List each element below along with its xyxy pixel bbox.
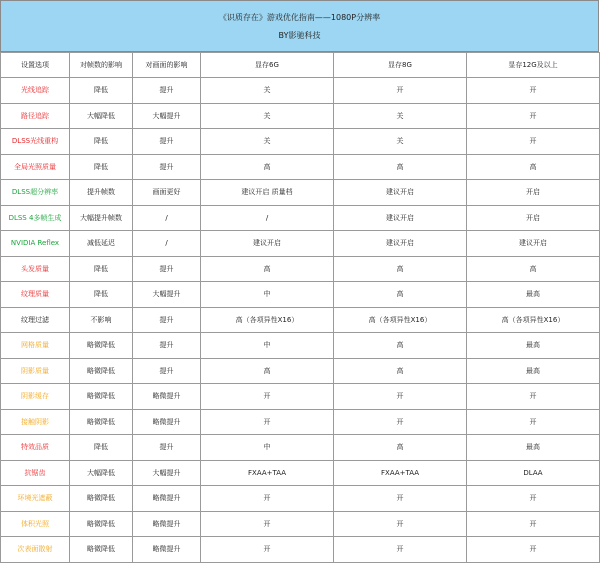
vram-6g-cell: 开 (201, 537, 334, 563)
setting-name-cell: 体积光照 (1, 511, 70, 537)
table-row (1, 103, 600, 129)
setting-name-cell: 接触阴影 (1, 409, 70, 435)
fps-impact-cell: 略微降低 (70, 409, 133, 435)
setting-name-cell: 阴影质量 (1, 358, 70, 384)
vram-12g-cell: 最高 (467, 282, 600, 308)
setting-name-cell: 阴影缓存 (1, 384, 70, 410)
vram-6g-cell: 关 (201, 129, 334, 155)
table-row (1, 409, 600, 435)
vram-6g-cell: 关 (201, 78, 334, 104)
table-row (1, 180, 600, 206)
setting-name-cell: DLSS 4多帧生成 (1, 205, 70, 231)
setting-name-cell: 网格质量 (1, 333, 70, 359)
vram-8g-cell: 建议开启 (334, 205, 467, 231)
table-row (1, 307, 600, 333)
visual-impact-cell: 提升 (133, 154, 201, 180)
vram-12g-cell: 高 (467, 154, 600, 180)
visual-impact-cell: 略微提升 (133, 384, 201, 410)
vram-6g-cell: 建议开启 质量档 (201, 180, 334, 206)
vram-8g-cell: 高 (334, 435, 467, 461)
visual-impact-cell: 大幅提升 (133, 103, 201, 129)
vram-8g-cell: 开 (334, 486, 467, 512)
fps-impact-cell: 降低 (70, 129, 133, 155)
fps-impact-cell: 提升帧数 (70, 180, 133, 206)
vram-8g-cell: 高 (334, 154, 467, 180)
fps-impact-cell: 降低 (70, 282, 133, 308)
setting-name-cell: 环境光遮蔽 (1, 486, 70, 512)
vram-12g-cell: 开 (467, 78, 600, 104)
vram-8g-cell: 高 (334, 282, 467, 308)
vram-6g-cell: 中 (201, 435, 334, 461)
vram-8g-cell: 高（各项异性X16） (334, 307, 467, 333)
vram-8g-cell: 关 (334, 129, 467, 155)
vram-6g-cell: FXAA+TAA (201, 460, 334, 486)
vram-12g-cell: DLAA (467, 460, 600, 486)
fps-impact-cell: 降低 (70, 256, 133, 282)
vram-6g-cell: 建议开启 (201, 231, 334, 257)
visual-impact-cell: 略微提升 (133, 537, 201, 563)
vram-6g-cell: 高（各项异性X16） (201, 307, 334, 333)
setting-name-cell: 抗锯齿 (1, 460, 70, 486)
vram-12g-cell: 最高 (467, 358, 600, 384)
page-title: 《识质存在》游戏优化指南——1080P分辨率 (218, 13, 381, 22)
header-visual-impact: 对画面的影响 (133, 53, 201, 78)
table-body (1, 78, 600, 563)
setting-name-cell: 路径追踪 (1, 103, 70, 129)
vram-8g-cell: 关 (334, 103, 467, 129)
vram-12g-cell: 高（各项异性X16） (467, 307, 600, 333)
visual-impact-cell: / (133, 231, 201, 257)
setting-name-cell: 特效品质 (1, 435, 70, 461)
fps-impact-cell: 略微降低 (70, 486, 133, 512)
header-vram-6g: 显存6G (201, 53, 334, 78)
fps-impact-cell: 降低 (70, 435, 133, 461)
vram-8g-cell: 建议开启 (334, 231, 467, 257)
vram-12g-cell: 建议开启 (467, 231, 600, 257)
table-row (1, 129, 600, 155)
fps-impact-cell: 减低延迟 (70, 231, 133, 257)
vram-12g-cell: 开 (467, 537, 600, 563)
vram-6g-cell: 中 (201, 282, 334, 308)
vram-12g-cell: 最高 (467, 333, 600, 359)
table-header-row (1, 53, 600, 78)
setting-name-cell: 光线追踪 (1, 78, 70, 104)
fps-impact-cell: 不影响 (70, 307, 133, 333)
setting-name-cell: 头发质量 (1, 256, 70, 282)
vram-6g-cell: 高 (201, 154, 334, 180)
vram-12g-cell: 开启 (467, 205, 600, 231)
vram-12g-cell: 开 (467, 384, 600, 410)
vram-12g-cell: 开 (467, 409, 600, 435)
vram-8g-cell: 建议开启 (334, 180, 467, 206)
visual-impact-cell: / (133, 205, 201, 231)
fps-impact-cell: 略微降低 (70, 384, 133, 410)
visual-impact-cell: 略微提升 (133, 486, 201, 512)
visual-impact-cell: 略微提升 (133, 511, 201, 537)
setting-name-cell: 次表面散射 (1, 537, 70, 563)
header-fps-impact: 对帧数的影响 (70, 53, 133, 78)
table-row (1, 460, 600, 486)
fps-impact-cell: 大幅提升帧数 (70, 205, 133, 231)
vram-6g-cell: 开 (201, 511, 334, 537)
visual-impact-cell: 大幅提升 (133, 460, 201, 486)
vram-6g-cell: 高 (201, 358, 334, 384)
visual-impact-cell: 画面更好 (133, 180, 201, 206)
vram-12g-cell: 开 (467, 486, 600, 512)
header-vram-8g: 显存8G (334, 53, 467, 78)
fps-impact-cell: 降低 (70, 78, 133, 104)
table-row (1, 256, 600, 282)
table-row (1, 231, 600, 257)
table-row (1, 154, 600, 180)
vram-12g-cell: 开 (467, 129, 600, 155)
table-row (1, 486, 600, 512)
vram-12g-cell: 高 (467, 256, 600, 282)
vram-6g-cell: 关 (201, 103, 334, 129)
vram-6g-cell: 高 (201, 256, 334, 282)
table-row (1, 358, 600, 384)
vram-8g-cell: 开 (334, 384, 467, 410)
fps-impact-cell: 略微降低 (70, 537, 133, 563)
vram-6g-cell: 中 (201, 333, 334, 359)
vram-8g-cell: 开 (334, 409, 467, 435)
header-setting: 设置选项 (1, 53, 70, 78)
fps-impact-cell: 大幅降低 (70, 460, 133, 486)
setting-name-cell: 纹理质量 (1, 282, 70, 308)
visual-impact-cell: 提升 (133, 435, 201, 461)
visual-impact-cell: 提升 (133, 78, 201, 104)
visual-impact-cell: 提升 (133, 333, 201, 359)
setting-name-cell: 纹理过滤 (1, 307, 70, 333)
table-row (1, 205, 600, 231)
vram-6g-cell: / (201, 205, 334, 231)
fps-impact-cell: 大幅降低 (70, 103, 133, 129)
table-row (1, 435, 600, 461)
vram-8g-cell: 开 (334, 78, 467, 104)
table-row (1, 384, 600, 410)
author-credit: BY影驰科技 (278, 31, 321, 40)
vram-8g-cell: 高 (334, 256, 467, 282)
setting-name-cell: DLSS超分辨率 (1, 180, 70, 206)
vram-12g-cell: 开 (467, 511, 600, 537)
setting-name-cell: 全局光照质量 (1, 154, 70, 180)
table-row (1, 78, 600, 104)
visual-impact-cell: 提升 (133, 256, 201, 282)
vram-8g-cell: FXAA+TAA (334, 460, 467, 486)
header-vram-12g: 显存12G及以上 (467, 53, 600, 78)
title-band (0, 0, 599, 52)
setting-name-cell: NVIDIA Reflex (1, 231, 70, 257)
fps-impact-cell: 略微降低 (70, 511, 133, 537)
table-row (1, 282, 600, 308)
vram-8g-cell: 开 (334, 511, 467, 537)
vram-8g-cell: 高 (334, 358, 467, 384)
table-row (1, 511, 600, 537)
table-row (1, 537, 600, 563)
visual-impact-cell: 提升 (133, 129, 201, 155)
fps-impact-cell: 略微降低 (70, 333, 133, 359)
table-row (1, 333, 600, 359)
setting-name-cell: DLSS光线重构 (1, 129, 70, 155)
vram-6g-cell: 开 (201, 486, 334, 512)
visual-impact-cell: 略微提升 (133, 409, 201, 435)
vram-12g-cell: 开 (467, 103, 600, 129)
vram-6g-cell: 开 (201, 384, 334, 410)
vram-6g-cell: 开 (201, 409, 334, 435)
settings-table (0, 52, 600, 563)
visual-impact-cell: 大幅提升 (133, 282, 201, 308)
vram-8g-cell: 开 (334, 537, 467, 563)
vram-12g-cell: 最高 (467, 435, 600, 461)
fps-impact-cell: 降低 (70, 154, 133, 180)
vram-8g-cell: 高 (334, 333, 467, 359)
visual-impact-cell: 提升 (133, 358, 201, 384)
fps-impact-cell: 略微降低 (70, 358, 133, 384)
visual-impact-cell: 提升 (133, 307, 201, 333)
vram-12g-cell: 开启 (467, 180, 600, 206)
